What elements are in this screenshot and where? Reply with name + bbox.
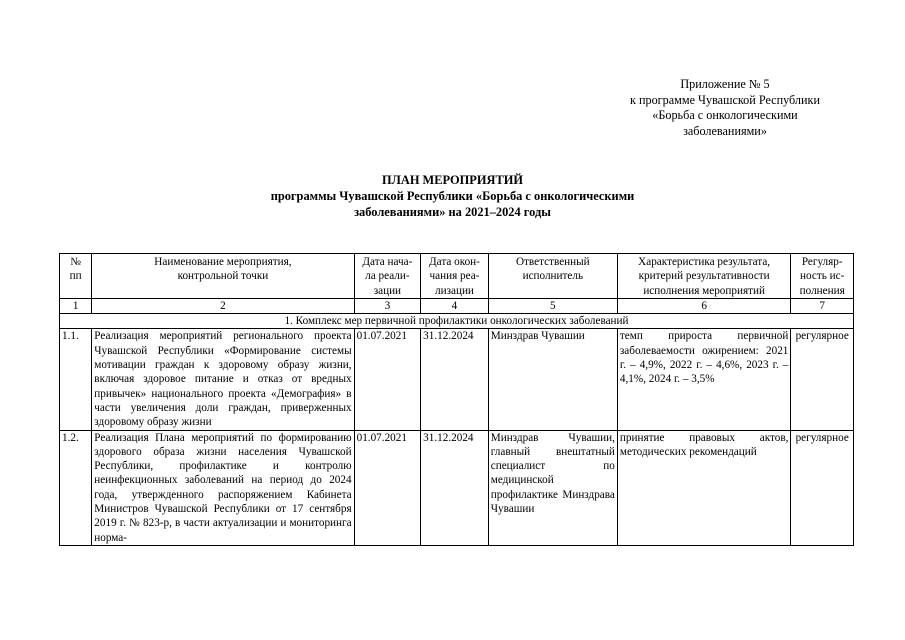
header-responsible: Ответственный исполнитель (488, 254, 617, 299)
row-responsible: Минздрав Чувашии, главный внештатный специалист по медицинской профилактике Минздрава Чувашии (488, 430, 617, 545)
header-regularity: Регуляр- ность ис- полнения (791, 254, 854, 299)
title-sub: заболеваниями» на 2021–2024 годы (354, 205, 551, 219)
document-title (60, 172, 845, 220)
row-result: принятие правовых актов, методических рекомендаций (617, 430, 791, 545)
column-number: 4 (421, 298, 489, 313)
row-event-name: Реализация Плана мероприятий по формированию здорового образа жизни населения Чувашской Республики, профилактике и контролю неинфекционных заболеваний на период до 2024 года, утвержденного распоряжением Кабинета Министров Чувашской Республики от 17 сентября 2019 г. № 823-р, в части актуализации и мониторинга норма- (92, 430, 354, 545)
section-row (60, 314, 854, 329)
header-number: № пп (60, 254, 92, 299)
column-number: 1 (60, 298, 92, 313)
row-start-date: 01.07.2021 (354, 430, 421, 545)
title-sub: программы Чувашской Республики «Борьба с онкологическими (270, 189, 635, 203)
row-responsible: Минздрав Чувашии (488, 329, 617, 430)
table-row (60, 329, 854, 430)
header-end-date: Дата окон- чания реа- лизации (421, 254, 489, 299)
row-number: 1.1. (60, 329, 92, 430)
header-start-date: Дата нача- ла реали- зации (354, 254, 421, 299)
row-end-date: 31.12.2024 (421, 430, 489, 545)
appendix-line: заболеваниями» (683, 123, 767, 138)
plan-table (59, 253, 854, 546)
row-result: темп прироста первичной заболеваемости ожирением: 2021 г. – 4,9%, 2022 г. – 4,6%, 2023 г. – 4,1%, 2024 г. – 3,5% (617, 329, 791, 430)
column-number: 5 (488, 298, 617, 313)
title-main: ПЛАН МЕРОПРИЯТИЙ (382, 173, 523, 187)
column-number: 6 (617, 298, 791, 313)
header-row (60, 254, 854, 299)
appendix-line: «Борьба с онкологическими (652, 108, 798, 122)
appendix-line: Приложение № 5 (680, 77, 770, 91)
row-number: 1.2. (60, 430, 92, 545)
column-number-row (60, 298, 854, 313)
row-start-date: 01.07.2021 (354, 329, 421, 430)
column-number: 3 (354, 298, 421, 313)
column-number: 7 (791, 298, 854, 313)
row-regularity: регулярное (791, 430, 854, 545)
column-number: 2 (92, 298, 354, 313)
row-end-date: 31.12.2024 (421, 329, 489, 430)
row-regularity: регулярное (791, 329, 854, 430)
table-row (60, 430, 854, 545)
appendix-header (560, 77, 890, 139)
appendix-line: к программе Чувашской Республики (630, 92, 820, 107)
header-event-name: Наименование мероприятия, контрольной точки (92, 254, 354, 299)
header-result: Характеристика результата, критерий результативности исполнения мероприятий (617, 254, 791, 299)
section-title: 1. Комплекс мер первичной профилактики онкологических заболеваний (60, 314, 854, 329)
row-event-name: Реализация мероприятий регионального проекта Чувашской Республики «Формирование системы мотивации граждан к здоровому образу жизни, включая здоровое питание и отказ от вредных привычек» национального проекта «Демография» в части увеличения доли граждан, приверженных здоровому образу жизни (92, 329, 354, 430)
